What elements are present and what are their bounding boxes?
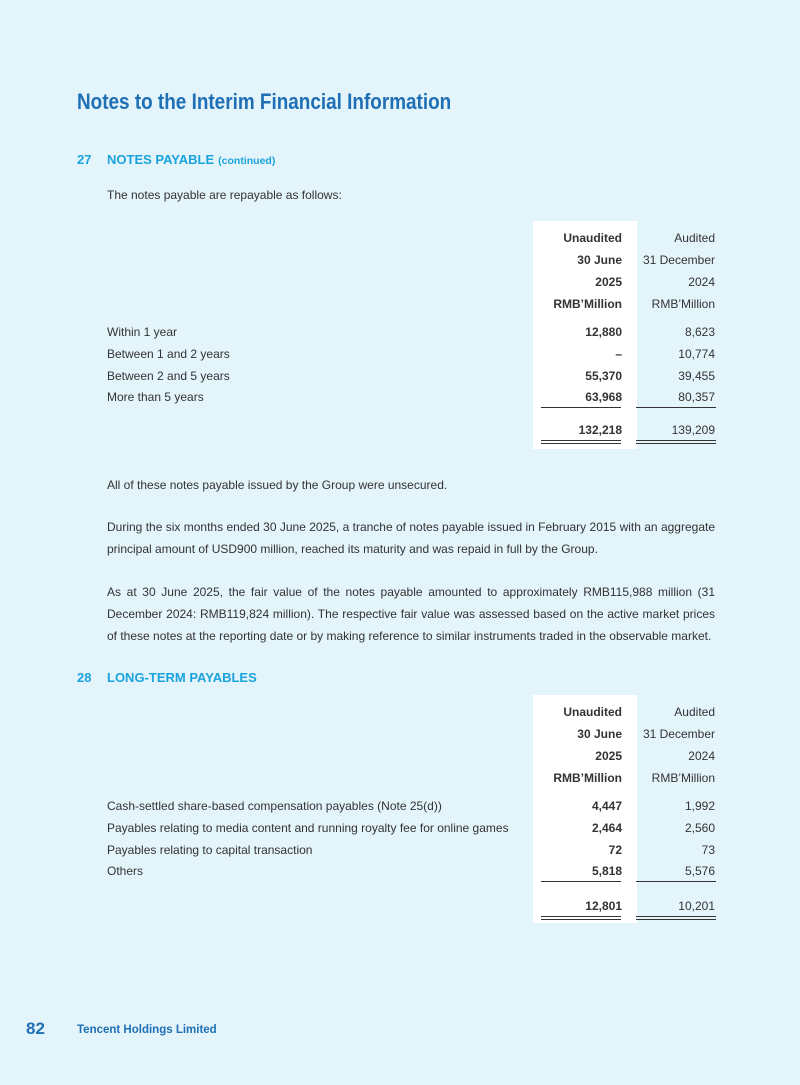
row-value-2025: 5,818 <box>591 864 622 878</box>
row-value-2025: 2,464 <box>591 821 622 835</box>
table-header-row <box>107 701 718 723</box>
row-value-2024: 8,623 <box>684 325 715 339</box>
header-col2: 2024 <box>688 275 715 289</box>
paragraph-unsecured: All of these notes payable issued by the Group were unsecured. <box>107 478 448 492</box>
header-col2: 31 December <box>642 253 715 267</box>
subtotal-rule <box>636 407 716 408</box>
subtotal-rule <box>636 881 716 882</box>
row-value-2024: 5,576 <box>684 864 715 878</box>
header-col2: Audited <box>674 231 715 245</box>
total-value-2024: 10,201 <box>678 899 715 913</box>
section-27-number: 27 <box>77 152 92 167</box>
total-value-2025: 132,218 <box>578 423 622 437</box>
table-header-row <box>107 249 718 271</box>
section-28-title: LONG-TERM PAYABLES <box>107 670 257 685</box>
section-27-continued: (continued) <box>218 155 276 167</box>
row-label: Within 1 year <box>107 325 178 339</box>
header-col2: RMB’Million <box>651 297 715 311</box>
table-row <box>107 860 718 882</box>
total-double-rule <box>636 440 716 444</box>
page-number: 82 <box>26 1019 45 1038</box>
row-label: Payables relating to media content and running royalty fee for online games <box>107 821 509 835</box>
total-double-rule <box>636 916 716 920</box>
total-double-rule <box>541 916 621 920</box>
row-label: Payables relating to capital transaction <box>107 843 313 857</box>
row-value-2024: 1,992 <box>684 799 715 813</box>
page-title: Notes to the Interim Financial Information <box>77 89 452 114</box>
header-col1: 2025 <box>595 275 622 289</box>
header-col2: Audited <box>674 705 715 719</box>
subtotal-rule <box>541 881 621 882</box>
total-double-rule <box>541 440 621 444</box>
header-col1: Unaudited <box>563 705 622 719</box>
row-value-2025: 12,880 <box>585 325 622 339</box>
total-value-2025: 12,801 <box>585 899 622 913</box>
row-value-2025: 72 <box>608 843 622 857</box>
header-col1: RMB’Million <box>553 297 622 311</box>
table-row <box>107 839 718 861</box>
table-header-row <box>107 767 718 789</box>
header-col1: 30 June <box>577 253 622 267</box>
header-col1: RMB’Million <box>553 771 622 785</box>
total-value-2024: 139,209 <box>671 423 715 437</box>
section-27-title <box>107 152 275 167</box>
subtotal-rule <box>541 407 621 408</box>
row-value-2024: 80,357 <box>678 390 715 404</box>
table-row <box>107 343 718 365</box>
header-col1: 2025 <box>595 749 622 763</box>
row-value-2024: 2,560 <box>684 821 715 835</box>
paragraph-fair-value: As at 30 June 2025, the fair value of the notes payable amounted to approximately RMB115,988 million (31 December 2024: RMB119,824 million). The respective fair value was assessed based on the active market prices of these notes at the reporting date or by making reference to similar instruments traded in the observable market. <box>107 585 715 643</box>
table-row <box>107 817 718 839</box>
table-row <box>107 795 718 817</box>
header-col2: 2024 <box>688 749 715 763</box>
header-col1: 30 June <box>577 727 622 741</box>
row-value-2024: 39,455 <box>678 369 715 383</box>
header-col1: Unaudited <box>563 231 622 245</box>
header-col2: 31 December <box>642 727 715 741</box>
row-label: Cash-settled share-based compensation payables (Note 25(d)) <box>107 799 442 813</box>
table-header-row <box>107 227 718 249</box>
table-header-row <box>107 293 718 315</box>
row-value-2024: 73 <box>701 843 715 857</box>
row-label: Between 2 and 5 years <box>107 369 230 383</box>
table-header-row <box>107 723 718 745</box>
row-value-2025: 4,447 <box>591 799 622 813</box>
table-row <box>107 386 718 408</box>
row-value-2025: 55,370 <box>585 369 622 383</box>
section-27-title-text: NOTES PAYABLE <box>107 152 215 167</box>
header-col2: RMB’Million <box>651 771 715 785</box>
table-header-row <box>107 271 718 293</box>
section-27-intro: The notes payable are repayable as follows: <box>107 188 342 202</box>
row-value-2025: – <box>615 347 622 361</box>
company-name: Tencent Holdings Limited <box>77 1024 217 1036</box>
total-row <box>107 419 718 441</box>
section-28-number: 28 <box>77 670 92 685</box>
table-header-row <box>107 745 718 767</box>
row-label: More than 5 years <box>107 390 204 404</box>
row-label: Between 1 and 2 years <box>107 347 230 361</box>
table-row <box>107 321 718 343</box>
total-row <box>107 895 718 917</box>
row-value-2025: 63,968 <box>585 390 622 404</box>
row-value-2024: 10,774 <box>678 347 715 361</box>
row-label: Others <box>107 864 144 878</box>
paragraph-maturity: During the six months ended 30 June 2025, a tranche of notes payable issued in February 2015 with an aggregate principal amount of USD900 million, reached its maturity and was repaid in full by the Group. <box>107 520 715 556</box>
table-row <box>107 365 718 387</box>
